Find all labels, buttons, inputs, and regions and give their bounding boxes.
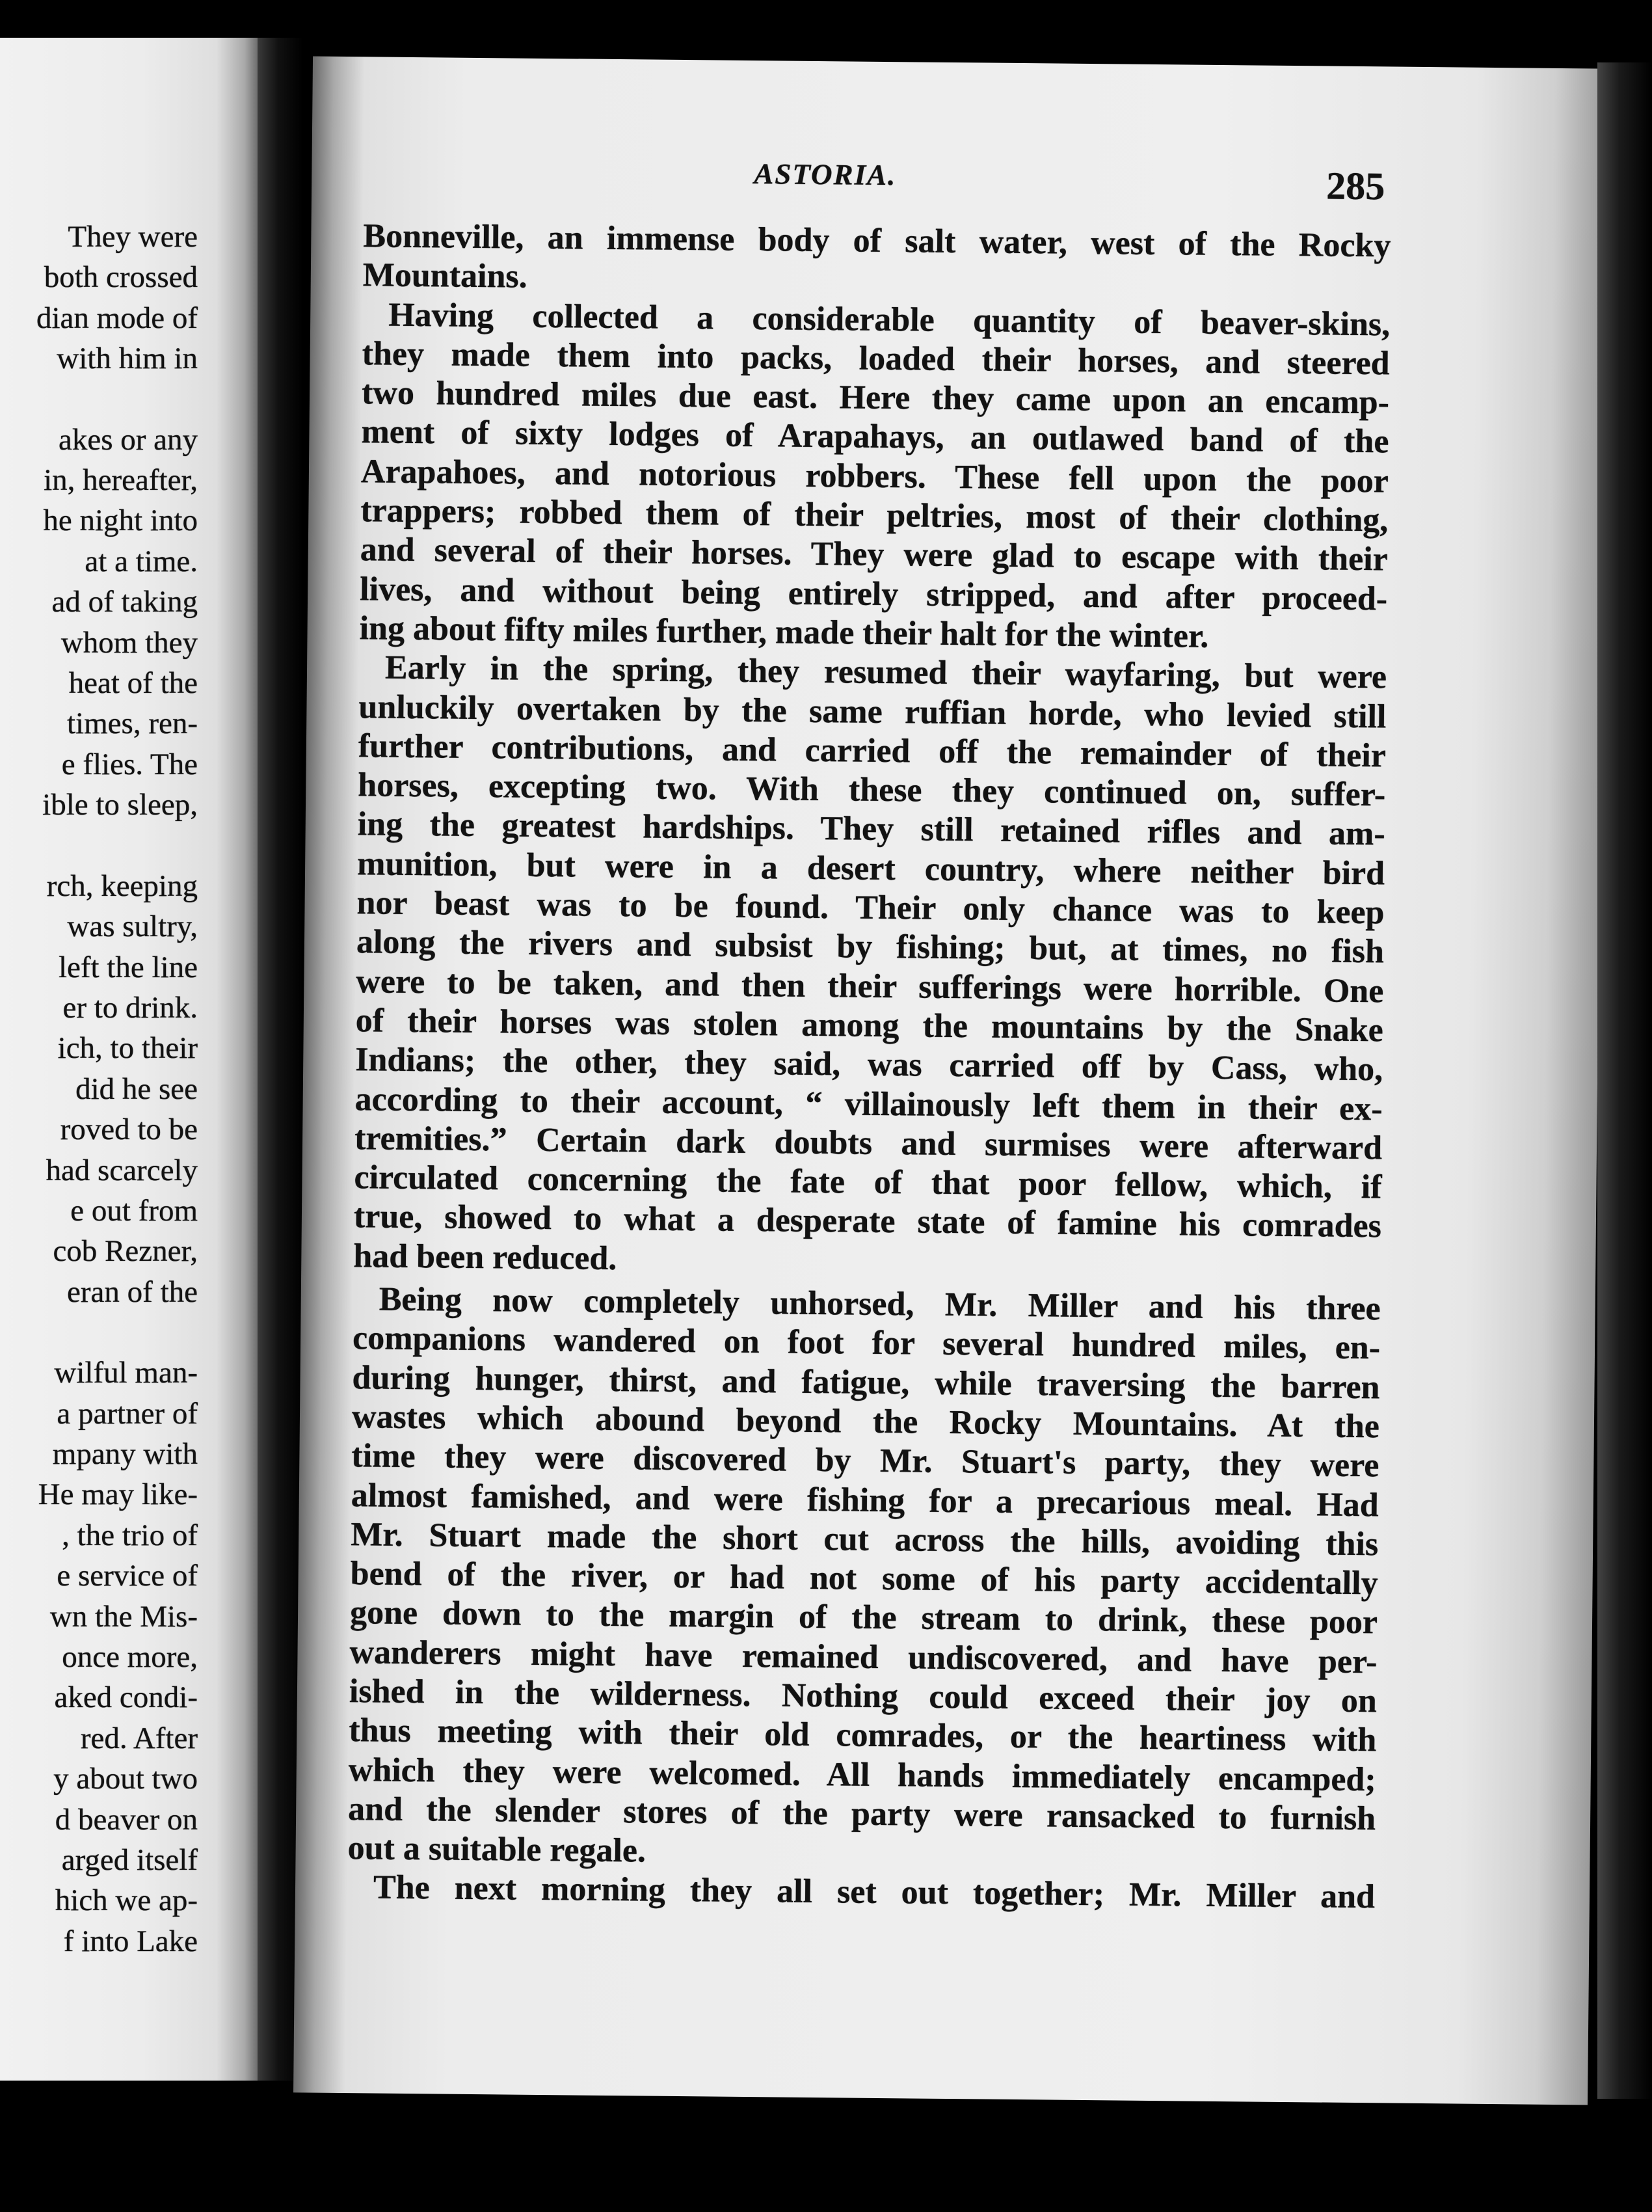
text-line: whom they	[60, 625, 198, 660]
text-line: unluckily overtaken by the same ruffian horde, who levied still	[358, 688, 1387, 735]
text-line: companions wandered on foot for several hundred miles, en-	[352, 1319, 1381, 1367]
text-line: roved to be	[60, 1113, 198, 1147]
text-line: Arapahoes, and notorious robbers. These fell upon the poor	[360, 453, 1389, 500]
text-line: bend of the river, or had not some of his party accidentally	[350, 1555, 1378, 1602]
text-line: wilful man-	[54, 1356, 198, 1390]
text-line: were to be taken, and then their sufferings were horrible. One	[356, 962, 1384, 1010]
text-line: circulated concerning the fate of that poor fellow, which, if	[354, 1159, 1382, 1206]
text-line: e flies. The	[61, 747, 198, 781]
text-line: aked condi-	[54, 1680, 198, 1715]
text-line: akes or any	[58, 422, 198, 457]
text-line: two hundred miles due east. Here they came upon an encamp-	[361, 374, 1390, 422]
text-line: ing about fifty miles further, made their halt for the winter.	[359, 610, 1209, 655]
text-line: true, showed to what a desperate state of famine his comrades	[353, 1198, 1382, 1245]
text-line: thus meeting with their old comrades, or the heartiness with	[349, 1712, 1377, 1759]
text-line: heat of the	[68, 666, 198, 701]
text-line: horses, excepting two. With these they continued on, suffer-	[358, 766, 1386, 814]
text-line: y about two	[53, 1762, 198, 1796]
running-head: ASTORIA.	[754, 157, 897, 192]
text-line: times, ren-	[67, 707, 198, 741]
text-line: left the line	[58, 950, 198, 984]
text-line: had scarcely	[46, 1153, 198, 1187]
text-line: cob Rezner,	[53, 1234, 198, 1269]
blank-line	[36, 1312, 198, 1353]
text-line: he night into	[43, 504, 198, 538]
text-line: They were	[68, 220, 198, 254]
text-line: lives, and without being entirely stripped, and after proceed-	[359, 570, 1388, 618]
text-line: mpany with	[52, 1436, 198, 1471]
text-line: tremities.” Certain dark doubts and surmises were afterward	[354, 1120, 1383, 1167]
text-line: once more,	[62, 1640, 198, 1674]
text-line: Bonneville, an immense body of salt water, west of the Rocky	[363, 217, 1391, 265]
text-line: ished in the wilderness. Nothing could exceed their joy on	[349, 1673, 1378, 1720]
text-line: a partner of	[57, 1396, 198, 1431]
text-line: was sultry,	[67, 910, 198, 944]
left-page	[0, 38, 258, 2081]
text-line: nor beast was to be found. Their only chance was to keep	[356, 884, 1385, 932]
text-line: wn the Mis-	[49, 1599, 198, 1634]
text-line: Early in the spring, they resumed their wayfaring, but were	[384, 649, 1387, 696]
text-line: did he see	[75, 1072, 198, 1106]
text-line: ad of taking	[51, 585, 198, 619]
text-line: , the trio of	[62, 1518, 198, 1552]
text-line: wastes which abound beyond the Rocky Mountains. At the	[351, 1398, 1380, 1446]
text-line: and the slender stores of the party were ransacked to furnish	[347, 1790, 1376, 1838]
text-line: He may like-	[38, 1477, 198, 1512]
text-line: wanderers might have remained undiscovered, and have per-	[349, 1633, 1378, 1681]
text-line: and several of their horses. They were glad to escape with their	[360, 531, 1388, 578]
text-line: trappers; robbed them of their peltries, most of their clothing,	[360, 492, 1389, 539]
text-line: had been reduced.	[353, 1237, 617, 1277]
text-line: with him in	[57, 342, 198, 376]
text-line: during hunger, thirst, and fatigue, while traversing the barren	[352, 1358, 1380, 1406]
text-line: dian mode of	[36, 301, 198, 335]
text-line: eran of the	[67, 1275, 198, 1309]
text-line: ible to sleep,	[42, 788, 198, 822]
text-line: er to drink.	[62, 990, 198, 1025]
text-line: out a suitable regale.	[347, 1829, 646, 1870]
text-line: hich we ap-	[55, 1883, 198, 1918]
text-line: munition, but were in a desert country, where neither bird	[356, 844, 1385, 893]
text-line: in, hereafter,	[44, 463, 198, 498]
text-line: they made them into packs, loaded their horses, and steered	[362, 335, 1390, 383]
text-line: The next morning they all set out together; Mr. Miller and	[373, 1869, 1376, 1916]
text-line: Mr. Stuart made the short cut across the hills, avoiding this	[350, 1515, 1379, 1563]
right-page	[293, 57, 1607, 2105]
page-number: 285	[1326, 164, 1385, 208]
text-line: e service of	[57, 1559, 198, 1593]
text-line: gone down to the margin of the stream to drink, these poor	[349, 1594, 1378, 1641]
text-line: Having collected a considerable quantity of beaver-skins,	[388, 296, 1391, 344]
book-edge	[1597, 62, 1652, 2099]
text-line: ment of sixty lodges of Arapahays, an outlawed band of the	[361, 413, 1389, 461]
text-line: of their horses was stolen among the mountains by the Snake	[355, 1002, 1384, 1049]
text-line: rch, keeping	[46, 869, 198, 903]
text-line: almost famished, and were fishing for a precarious meal. Had	[351, 1476, 1379, 1524]
text-line: which they were welcomed. All hands immediately encamped;	[348, 1751, 1376, 1798]
text-line: arged itself	[61, 1843, 198, 1878]
blank-line	[36, 379, 198, 420]
left-page-text	[36, 217, 198, 1962]
text-line: Mountains.	[362, 256, 527, 295]
blank-line	[36, 826, 198, 866]
text-line: Being now completely unhorsed, Mr. Miller and his three	[379, 1280, 1381, 1328]
text-line: e out from	[70, 1193, 198, 1228]
text-line: at a time.	[85, 544, 198, 578]
text-line: d beaver on	[55, 1802, 198, 1837]
text-line: both crossed	[44, 260, 198, 295]
text-line: according to their account, “ villainously left them in their ex-	[354, 1080, 1383, 1127]
text-line: time they were discovered by Mr. Stuart's party, they were	[351, 1437, 1379, 1485]
text-line: f into Lake	[63, 1924, 198, 1958]
text-line: further contributions, and carried off the remainder of their	[358, 727, 1387, 775]
text-line: Indians; the other, they said, was carried off by Cass, who,	[354, 1041, 1383, 1088]
text-line: red. After	[80, 1721, 198, 1755]
text-line: ich, to their	[57, 1031, 198, 1066]
text-line: ing the greatest hardships. They still retained rifles and am-	[357, 805, 1385, 853]
page-body-text	[347, 217, 1391, 1917]
text-line: along the rivers and subsist by fishing; but, at times, no fish	[356, 923, 1385, 971]
